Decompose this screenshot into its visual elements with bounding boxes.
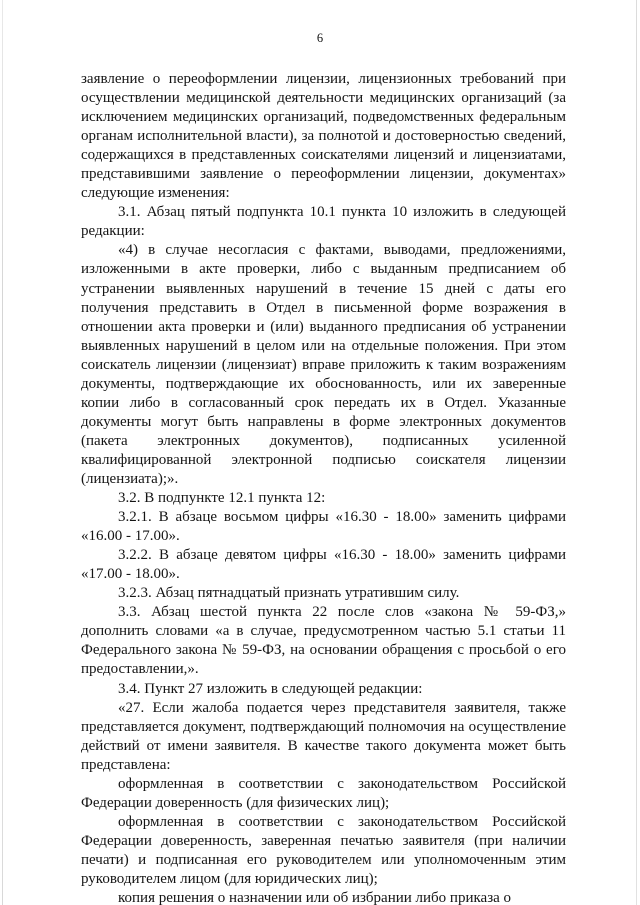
scan-edge-left — [2, 0, 3, 905]
paragraph-3-2-3: 3.2.3. Абзац пятнадцатый признать утратившим силу. — [118, 585, 460, 602]
scan-edge-right — [636, 0, 637, 905]
paragraph-3-3: 3.3. Абзац шестой пункта 22 после слов «закона № 59-ФЗ,» дополнить словами «а в случае, предусмотренном частью 5.1 статьи 11 Федерального закона № 59-ФЗ, на основании обращения с просьбой о его предоставлении,». — [81, 604, 566, 678]
page-number: 6 — [316, 31, 324, 45]
paragraph-copy-decision: копия решения о назначении или об избрании либо приказа о — [118, 890, 512, 905]
paragraph-quote-4: «4) в случае несогласия с фактами, выводами, предложениями, изложенными в акте проверки, либо с выданным предписанием об устранении выявленных нарушений в течение 15 дней с даты его получения представить в Отдел в письменной форме возражения в отношении акта проверки и (или) выданного предписания об устранении выявленных нарушений в целом или на отдельные положения. При этом соискатель лицензии (лицензиат) вправе приложить к таким возражениям документы, подтверждающие их обоснованность, или их заверенные копии либо в согласованный срок передать их в Отдел. Указанные документы могут быть направлены в форме электронных документов (пакета электронных документов), подписанных усиленной квалифицированной электронной подписью соискателя лицензии (лицензиата);». — [81, 242, 566, 487]
document-text — [81, 70, 566, 905]
paragraph-individuals: оформленная в соответствии с законодательством Российской Федерации доверенность (для физических лиц); — [81, 775, 566, 811]
paragraph-continuation: заявление о переоформлении лицензии, лицензионных требований при осуществлении медицинской деятельности медицинских организаций (за исключением медицинских организаций, подведомственных федеральным органам исполнительной власти), за полнотой и достоверностью сведений, содержащихся в представленных соискателями лицензий и лицензиатами, представившими заявление о переоформлении лицензии, документах» следующие изменения: — [81, 71, 566, 202]
paragraph-3-1: 3.1. Абзац пятый подпункта 10.1 пункта 10 изложить в следующей редакции: — [81, 204, 566, 240]
paragraph-3-2: 3.2. В подпункте 12.1 пункта 12: — [118, 490, 326, 507]
paragraph-3-2-1: 3.2.1. В абзаце восьмом цифры «16.30 - 18.00» заменить цифрами «16.00 - 17.00». — [81, 509, 566, 545]
paragraph-3-4: 3.4. Пункт 27 изложить в следующей редакции: — [118, 680, 423, 697]
paragraph-27: «27. Если жалоба подается через представителя заявителя, также представляется документ, подтверждающий полномочия на осуществление действий от имени заявителя. В качестве такого документа может быть представлена: — [81, 699, 566, 773]
paragraph-legal-entities: оформленная в соответствии с законодательством Российской Федерации доверенность, заверенная печатью заявителя (при наличии печати) и подписанная его руководителем или уполномоченным этим руководителем лицом (для юридических лиц); — [81, 813, 566, 887]
paragraph-3-2-2: 3.2.2. В абзаце девятом цифры «16.30 - 18.00» заменить цифрами «17.00 - 18.00». — [81, 547, 566, 583]
